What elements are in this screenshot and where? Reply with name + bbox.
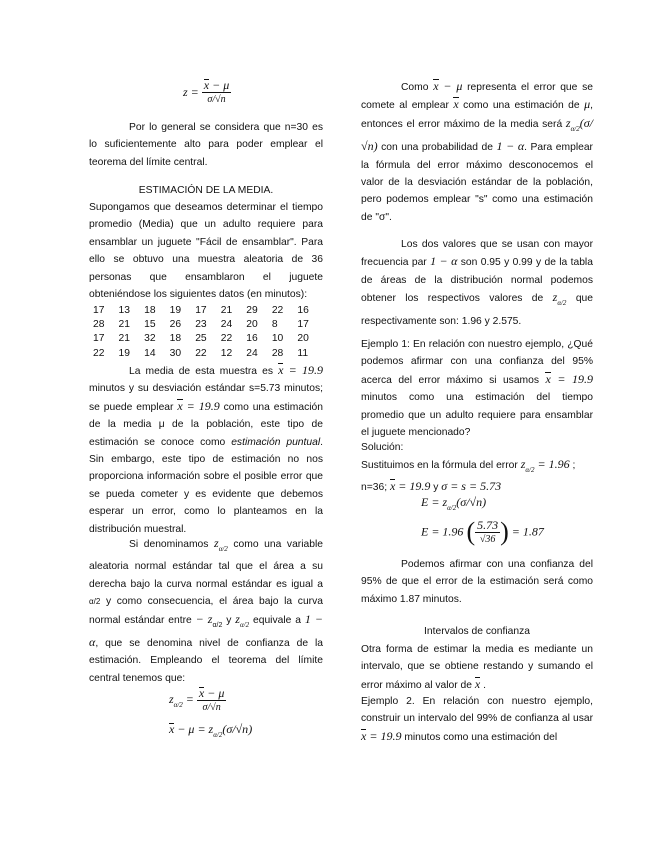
table-cell: 19: [169, 304, 182, 316]
z-denominator: σ/√n: [207, 94, 226, 105]
paragraph-media: La media de esta muestra es x = 19.9 minutos y su desviación estándar s=5.73 minutos; se puede emplear x = 19.9 como una estimación de la media μ de la población, este tipo de estimación se conoce como estimación puntual. Sin embargo, este tipo de estimación no nos proporciona información sobre el posible error que se pueda cometer y es evidente que debemos esperar un error, como lo planteamos en la distribución muestral.: [89, 363, 324, 535]
table-cell: 17: [93, 333, 105, 345]
table-cell: 32: [144, 333, 156, 345]
sample-data-table: [93, 303, 323, 360]
paragraph-sustituimos: Sustituimos en la fórmula del error $z_{\alpha/2} = 1.96$ ;: [361, 457, 576, 474]
table-cell: 17: [93, 304, 105, 316]
table-cell: 15: [144, 318, 156, 330]
solucion-label: Solución:: [361, 442, 404, 453]
table-cell: 19: [118, 347, 131, 359]
table-cell: 29: [246, 304, 258, 316]
table-cell: 8: [271, 318, 278, 330]
table-cell: 24: [220, 318, 233, 330]
paragraph-denominamos: Si denominamos $z_{\alpha/2}$ como una variable aleatoria normal estándar tal que el área a su derecha bajo la curva normal estándar es igual a α/2 y como consecuencia, el área bajo la curva normal estándar entre − $z_{\alpha/2}$ y $z_{\alpha/2}$ equivale a 1 − α, que se denomina nivel de confianza de la estimación. Empleando el teorema del límite central tenemos que:: [89, 536, 323, 684]
table-cell: 17: [195, 304, 207, 316]
table-cell: 20: [246, 318, 258, 330]
paragraph-otra-forma: Otra forma de estimar la media es mediante un intervalo, que se obtiene restando y sumando el error máximo al valor de x .: [361, 641, 593, 694]
error-formula-general: $E = z_{\alpha/2}(\sigma/√n)$: [421, 495, 487, 512]
paragraph-ejemplo1: Ejemplo 1: En relación con nuestro ejemplo, ¿Qué podemos afirmar con una confianza del 95% acerca del error máximo si usamos x = 19.9 minutos como una estimación del tiempo promedio que un adulto requiere para ensamblar el juguete mencionado?: [361, 339, 593, 439]
table-cell: 20: [297, 333, 309, 345]
paragraph-ejemplo2: Ejemplo 2. En relación con nuestro ejemplo, construir un intervalo del 99% de confianza al usar x = 19.9 minutos como una estimación del: [361, 693, 593, 746]
table-cell: 13: [118, 304, 131, 316]
table-cell: 18: [144, 304, 156, 316]
paragraph-como: Como x − μ representa el error que se comete al emplear x como una estimación de μ, entonces el error máximo de la media será $z_{\alpha/2}(\sigma/√n)$ con una probabilidad de 1 − α. Para emplear la fórmula del error máximo desconocemos el valor de la desviación estándar de la población, pero podemos emplear "s" como una estimación de "σ".: [361, 79, 593, 223]
table-cell: 28: [271, 347, 284, 359]
table-cell: 16: [297, 304, 309, 316]
table-cell: 24: [246, 347, 258, 359]
table-cell: 18: [169, 333, 182, 345]
table-cell: 16: [246, 333, 258, 345]
table-cell: 10: [271, 333, 284, 345]
table-row: [93, 317, 323, 331]
z-numerator: x − μ: [203, 78, 230, 92]
z-alpha-formula: $z_{\alpha/2}$ = $\frac{x - \mu}{\sigma/√n}$: [169, 686, 225, 713]
table-cell: 12: [220, 347, 233, 359]
table-cell: 14: [144, 347, 156, 359]
table-cell: 26: [169, 318, 182, 330]
table-cell: 21: [220, 304, 233, 316]
table-cell: 23: [195, 318, 207, 330]
table-cell: 30: [169, 347, 182, 359]
paragraph-suppose: Supongamos que deseamos determinar el tiempo promedio (Media) que un adulto requiere para ensamblar un juguete "Fácil de ensamblar". Para ello se obtuvo una muestra aleatoria de 36 personas que ensamblaron el juguete obteniéndose los siguientes datos (en minutos):: [89, 202, 323, 301]
table-cell: 22: [220, 333, 233, 345]
error-formula-left: $x - \mu = z_{\alpha/2}(\sigma/√n)$: [169, 722, 253, 739]
paragraph-podemos: Podemos afirmar con una confianza del 95% de que el error de la estimación será como máximo 1.87 minutos.: [361, 559, 593, 605]
table-cell: 25: [195, 333, 207, 345]
table-cell: 21: [118, 333, 131, 345]
paragraph-valores: Los dos valores que se usan con mayor frecuencia par 1 − α son 0.95 y 0.99 y de la tabla de áreas de la distribución normal podemos obtener los respectivos valores de $z_{\alpha/2}$ que respectivamente son: 1.96 y 2.575.: [361, 239, 593, 327]
table-cell: 21: [118, 318, 131, 330]
z-formula-top: z = $\frac{x - \mu}{\sigma/√n}$: [183, 78, 230, 105]
table-cell: 11: [297, 347, 309, 359]
error-formula-numeric: E = 1.96 ( $\frac{5.73}{√36}$ ) = 1.87: [421, 517, 544, 546]
heading-estimacion-media: ESTIMACIÓN DE LA MEDIA.: [138, 185, 274, 196]
table-row: [93, 346, 323, 360]
table-cell: 28: [93, 318, 105, 330]
italic-term: estimación puntual: [231, 436, 321, 448]
table-row: [93, 332, 323, 346]
table-cell: 22: [93, 347, 105, 359]
heading-intervalos: Intervalos de confianza: [424, 626, 530, 637]
paragraph-n36: n=36; x = 19.9 y σ = s = 5.73: [361, 478, 593, 496]
table-cell: 17: [297, 318, 309, 330]
paragraph-general: Por lo general se considera que n=30 es lo suficientemente alto para poder emplear el teorema del límite central.: [89, 122, 323, 168]
table-row: [93, 303, 323, 317]
xbar-value: x = 19.9: [278, 363, 323, 377]
table-cell: 22: [271, 304, 284, 316]
table-cell: 22: [195, 347, 207, 359]
